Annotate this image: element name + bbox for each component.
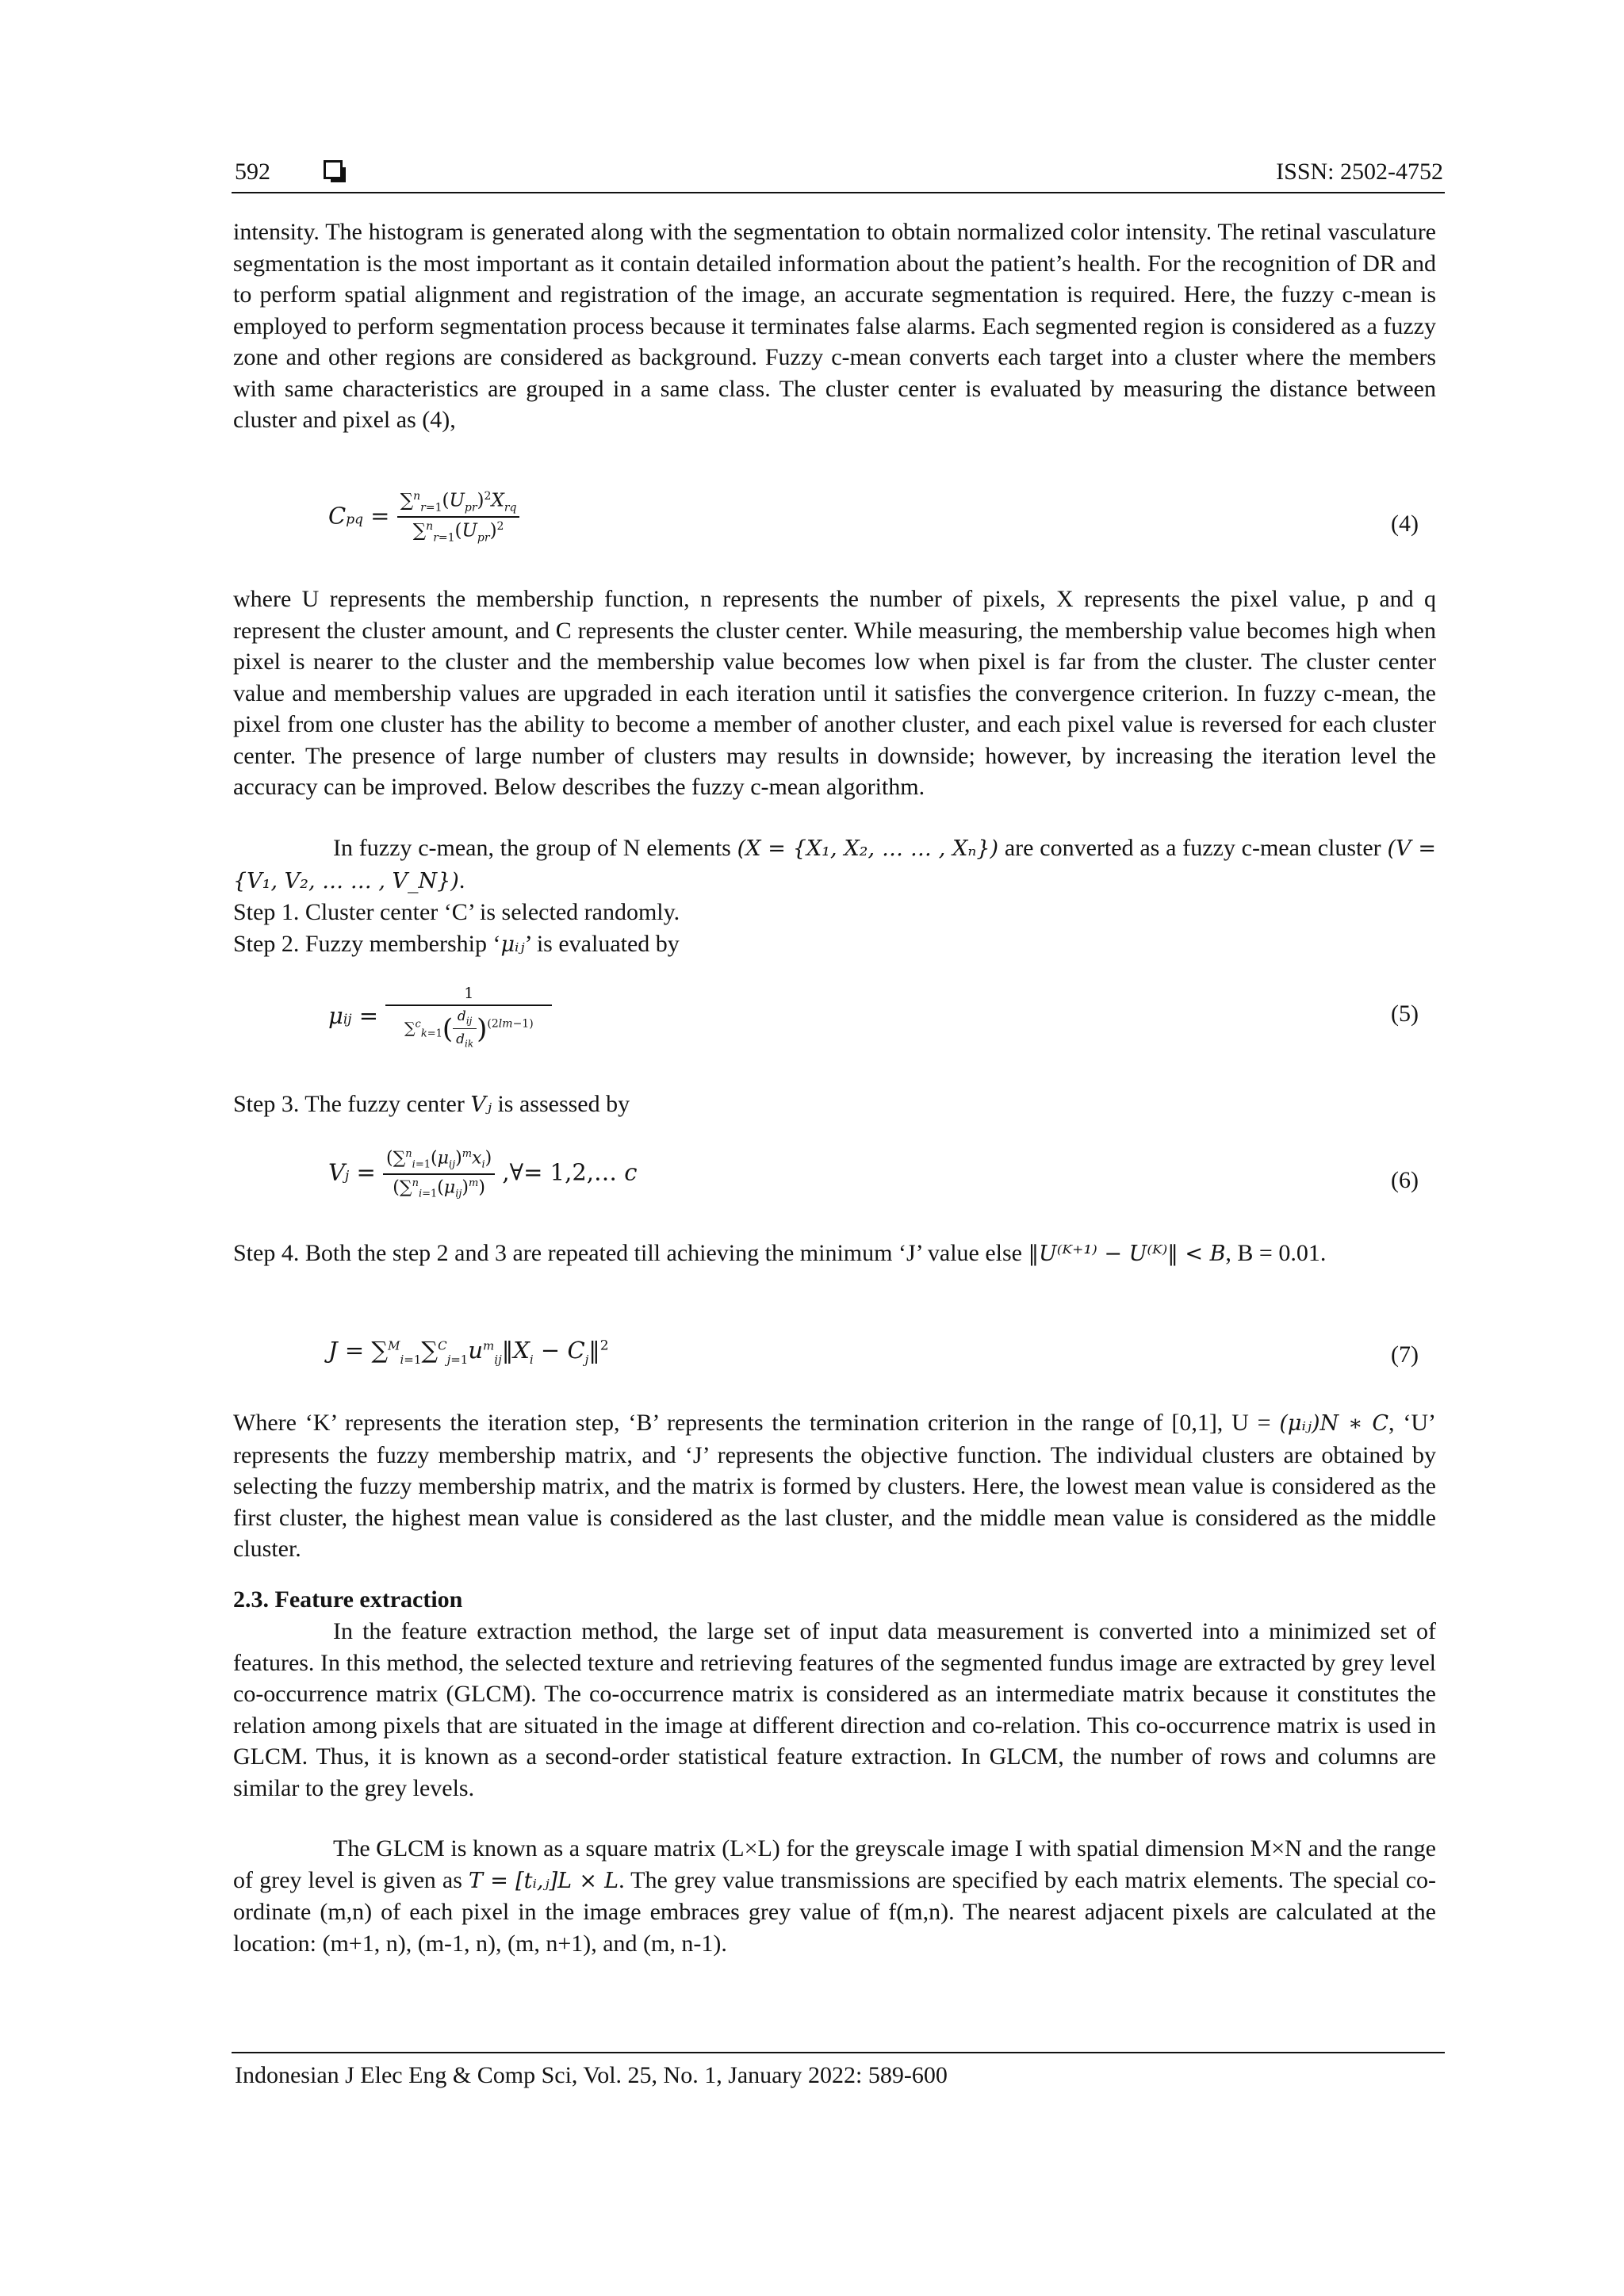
equation-7: $J = \sum^M_{i=1}\sum^C_{j=1}u^m_{ij}‖X_i$ − $C_j‖^2$ (7) (328, 1337, 1419, 1368)
paragraph-text: intensity. The histogram is generated along with the segmentation to obtain normalized color intensity. The retinal vasculature segmentation is the most important as it contain detailed information about the patient’s health. For the recognition of DR and to perform spatial alignment and registration of the image, an accurate segmentation is required. Here, the fuzzy c-mean is employed to perform segmentation process because it terminates false alarms. Each segmented region is considered as a fuzzy zone and other regions are considered as background. Fuzzy c-mean converts each target into a cluster where the members with same characteristics are grouped in a same class. The cluster center is evaluated by measuring the distance between cluster and pixel as (4), (233, 219, 1436, 433)
footer-rule (232, 2052, 1445, 2053)
paragraph-text: The GLCM is known as a square matrix (L×L) for the greyscale image I with spatial dimension M×N and the range of grey level is given as T = [tᵢ,ⱼ]L × L. The grey value transmissions are specified by each matrix elements. The special co-ordinate (m,n) of each pixel in the image embraces grey value of f(m,n). The nearest adjacent pixels are calculated at the location: (m+1, n), (m-1, n), (m, n+1), and (m, n-1). (233, 1835, 1437, 1957)
step-1: Step 1. Cluster center ‘C’ is selected randomly. (233, 899, 680, 925)
page-footer: Indonesian J Elec Eng & Comp Sci, Vol. 25, No. 1, January 2022: 589-600 (235, 2062, 948, 2088)
equation-5: μij = 1 ∑$^c_{k=1}$( $\frac{d_{ij}}{d_{ik}}$ )$^{(2lm-1)}$ (5) (328, 985, 1419, 1050)
header-rule (232, 192, 1445, 193)
paragraph-text: In the feature extraction method, the large set of input data measurement is converted into a minimized set of features. In this method, the selected texture and retrieving features of the segmented fundus image are extracted by grey level co-occurrence matrix (GLCM). The co-occurrence matrix is considered as an intermediate matrix because it constitutes the relation among pixels that are situated in the image at different direction and co-relation. This co-occurrence matrix is used in GLCM. Thus, it is known as a second-order statistical feature extraction. In GLCM, the number of rows and columns are similar to the grey levels. (233, 1618, 1436, 1801)
page-number: 592 (235, 159, 270, 185)
paragraph-where-k (233, 1407, 1436, 1565)
step-3-text (233, 1089, 1436, 1121)
equation-number: (5) (1391, 1001, 1419, 1027)
equation-number: (6) (1391, 1167, 1419, 1193)
equation-6: Vj = $\frac{(\sum^n_{i=1}(\mu_{ij})^mx_i)}{(\sum^n_{i=1}(\mu_{ij})^m)}$ ,∀= 1,2,… c (6) (328, 1148, 1419, 1200)
paragraph-text: Where ‘K’ represents the iteration step, ‘B’ represents the termination criterion in the range of [0,1], U = (μᵢⱼ)N ∗ C, ‘U’ represents the fuzzy membership matrix, and ‘J’ represents the objective function. The individual clusters are obtained by selecting the fuzzy membership matrix, and the matrix is formed by clusters. Here, the lowest mean value is considered as the first cluster, the highest mean value is considered as the last cluster, and the middle mean value is considered as the middle cluster. (233, 1410, 1436, 1562)
paragraph-intro (233, 216, 1436, 436)
step-2: Step 2. Fuzzy membership ‘μᵢⱼ’ is evaluated by (233, 930, 680, 957)
paragraph-algorithm (233, 832, 1436, 960)
issn: ISSN: 2502-4752 (1276, 159, 1443, 185)
step-4-text (233, 1238, 1436, 1270)
equation-4: Cpq = $\frac{\sum^n_{r=1}(U_{pr})^2X_{rq}}{\sum^n_{r=1}(U_{pr})^2}$ (4) (328, 490, 1419, 545)
paragraph-where (233, 584, 1436, 803)
page-header (235, 155, 1443, 189)
step-4: Step 4. Both the step 2 and 3 are repeated till achieving the minimum ‘J’ value else ‖U⁽ᴷ⁺¹⁾ − U⁽ᴷ⁾‖ < B, B = 0.01. (233, 1240, 1327, 1266)
equation-number: (7) (1391, 1341, 1419, 1368)
paragraph-text: where U represents the membership function, n represents the number of pixels, X represents the pixel value, p and q represent the cluster amount, and C represents the cluster center. While measuring, the membership value becomes high when pixel is nearer to the cluster and the membership value becomes low when pixel is far from the cluster. The cluster center value and membership values are upgraded in each iteration until it satisfies the convergence criterion. In fuzzy c-mean, the pixel from one cluster has the ability to become a member of another cluster, and each pixel value is reversed for each cluster center. The presence of large number of clusters may results in downside; however, by increasing the iteration level the accuracy can be improved. Below describes the fuzzy c-mean algorithm. (233, 586, 1436, 800)
checkbox-square-icon (324, 160, 343, 179)
paragraph-feature-extraction (233, 1616, 1436, 1804)
paragraph-text: In fuzzy c-mean, the group of N elements (X = {X₁, X₂, … … , Xₙ}) are converted as a fuzzy c-mean cluster (V = {V₁, V₂, … … , V_N}). (233, 835, 1436, 894)
paragraph-glcm (233, 1833, 1436, 1959)
section-heading: 2.3. Feature extraction (233, 1586, 463, 1613)
equation-number: (4) (1391, 511, 1419, 537)
step-3: Step 3. The fuzzy center Vⱼ is assessed by (233, 1091, 630, 1117)
